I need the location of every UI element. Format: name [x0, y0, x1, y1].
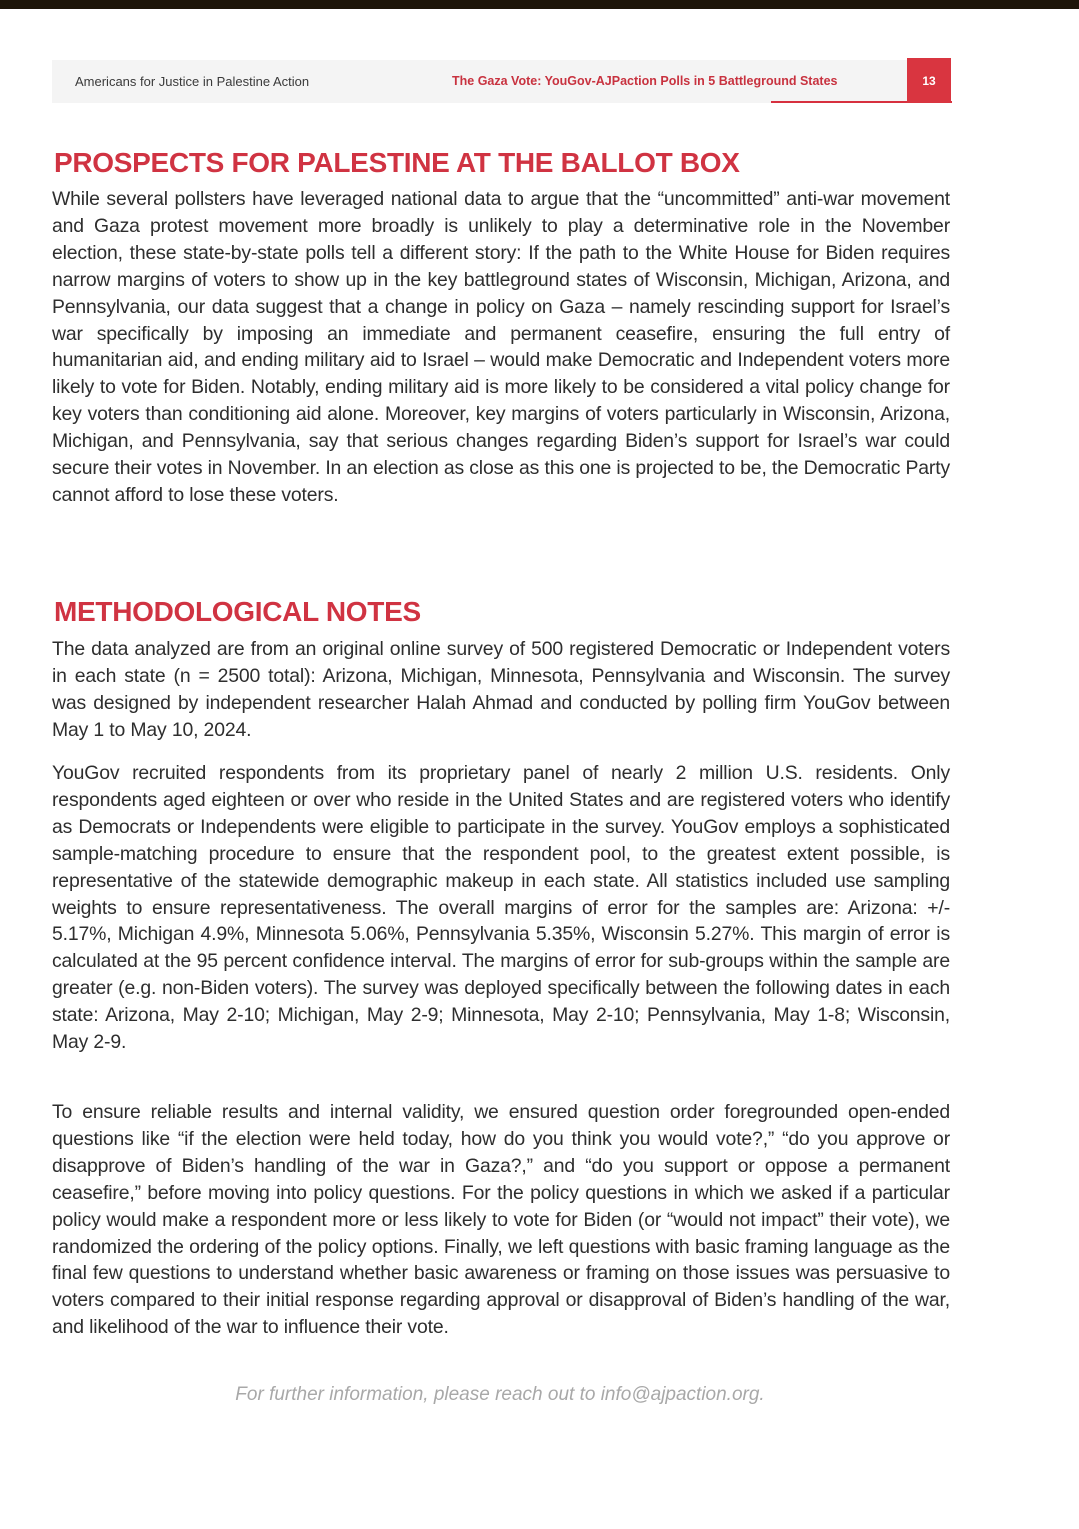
top-bar [0, 0, 1079, 9]
organization-name: Americans for Justice in Palestine Action [75, 74, 310, 89]
methodology-paragraph-2: YouGov recruited respondents from its proprietary panel of nearly 2 million U.S. residents. Only respondents aged eighteen or over who reside in the United States and are registered voters who identify as Democrats or Independents were eligible to participate in the survey. YouGov employs a sophisticated sample-matching procedure to ensure that the respondent pool, to the greatest extent possible, is representative of the statewide demographic makeup in each state. All statistics included use sampling weights to ensure representativeness. The overall margins of error for the samples are: Arizona: +/- 5.17%, Michigan 4.9%, Minnesota 5.06%, Pennsylvania 5.35%, Wisconsin 5.27%. This margin of error is calculated at the 95 percent confidence interval. The margins of error for sub-groups within the sample are greater (e.g. non-Biden voters). The survey was deployed specifically between the following dates in each state: Arizona, May 2-10; Michigan, May 2-9; Minnesota, May 2-10; Pennsylvania, May 1-8; Wisconsin, May 2-9. [52, 762, 950, 1054]
contact-note: For further information, please reach out to info@ajpaction.org. [235, 1384, 765, 1405]
methodology-paragraph-3: To ensure reliable results and internal validity, we ensured question order foregrounded open-ended questions like “if the election were held today, how do you think you would vote?,” “do you approve or disapprove of Biden’s handling of the war in Gaza?,” and “do you support or oppose a permanent ceasefire,” before moving into policy questions. For the policy questions in which we asked if a particular policy would make a respondent more or less likely to vote for Biden (or “would not impact” their vote), we randomized the ordering of the policy options. Finally, we left questions with basic framing language as the final few questions to understand whether basic awareness or framing on those issues was persuasive to voters compared to their initial response regarding approval or disapproval of Biden’s handling of the war, and likelihood of the war to influence their vote. [52, 1101, 950, 1339]
prospects-paragraph: While several pollsters have leveraged national data to argue that the “uncommitted” anti-war movement and Gaza protest movement more broadly is unlikely to play a determinative role in the November election, these state-by-state polls tell a different story: If the path to the White House for Biden requires narrow margins of voters to show up in the key battleground states of Wisconsin, Michigan, Arizona, and Pennsylvania, our data suggest that a change in policy on Gaza – namely rescinding support for Israel’s war specifically by imposing an immediate and permanent ceasefire, ensuring the full entry of humanitarian aid, and ending military aid to Israel – would make Democratic and Independent voters more likely to vote for Biden. Notably, ending military aid is more likely to be considered a vital policy change for key voters than conditioning aid alone. Moreover, key margins of voters particularly in Wisconsin, Arizona, Michigan, and Pennsylvania, say that serious changes regarding Biden’s support for Israel’s war could secure their votes in November. In an election as close as this one is projected to be, the Democratic Party cannot afford to lose these voters. [52, 188, 950, 506]
page-header [52, 60, 951, 103]
section-heading-methodology: METHODOLOGICAL NOTES [54, 596, 421, 627]
document-title: The Gaza Vote: YouGov-AJPaction Polls in 5 Battleground States [452, 74, 838, 88]
methodology-paragraph-1: The data analyzed are from an original online survey of 500 registered Democratic or Independent voters in each state (n = 2500 total): Arizona, Michigan, Minnesota, Pennsylvania and Wisconsin. The survey was designed by independent researcher Halah Ahmad and conducted by polling firm YouGov between May 1 to May 10, 2024. [52, 638, 950, 741]
page-number: 13 [907, 58, 951, 103]
section-heading-prospects: PROSPECTS FOR PALESTINE AT THE BALLOT BOX [54, 147, 740, 178]
